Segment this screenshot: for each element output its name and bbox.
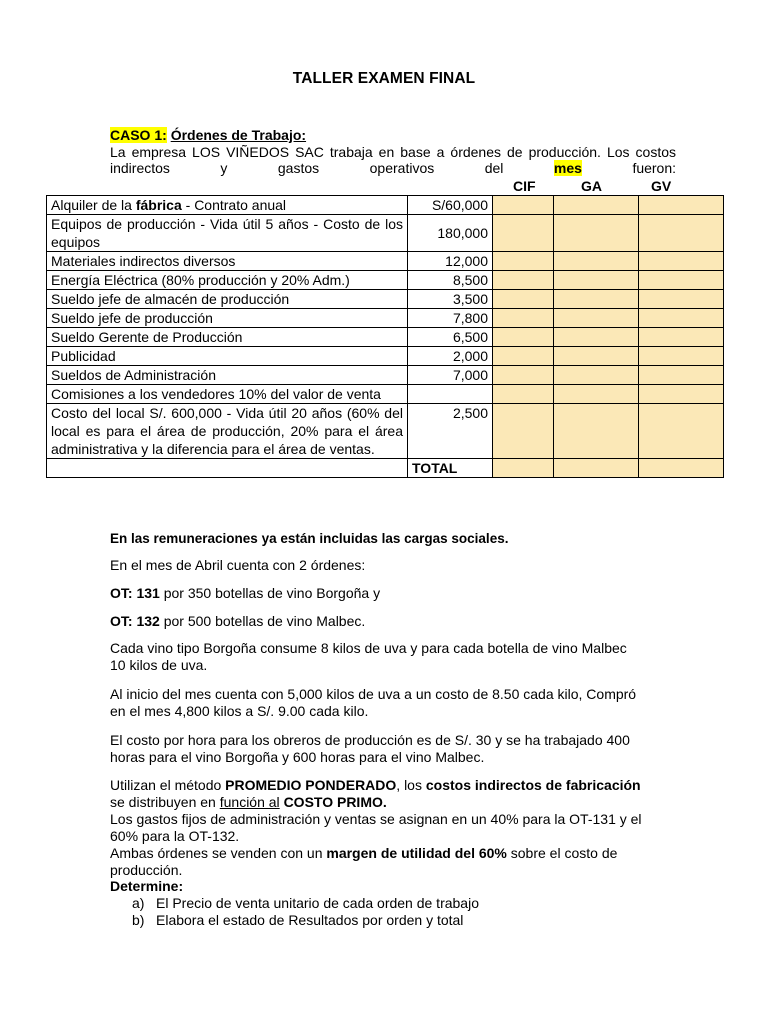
ga-cell[interactable] — [554, 215, 639, 252]
table-row — [47, 366, 724, 385]
table-row — [47, 215, 724, 252]
cif-cell[interactable] — [493, 328, 554, 347]
ga-cell[interactable] — [554, 252, 639, 271]
cif-total-cell[interactable] — [493, 459, 554, 478]
row-amount: 180,000 — [408, 215, 493, 252]
case-label: CASO 1: — [110, 127, 167, 143]
cif-cell[interactable] — [493, 404, 554, 459]
ga-cell[interactable] — [554, 328, 639, 347]
cif-cell[interactable] — [493, 290, 554, 309]
case-heading — [110, 127, 306, 143]
case-title: Órdenes de Trabajo: — [170, 127, 307, 143]
order-ot131: OT: 131 por 350 botellas de vino Borgoña y — [110, 585, 381, 601]
table-row — [47, 309, 724, 328]
gv-cell[interactable] — [639, 347, 724, 366]
row-amount: 7,800 — [408, 309, 493, 328]
gv-cell[interactable] — [639, 252, 724, 271]
row-amount: 2,000 — [408, 347, 493, 366]
gv-cell[interactable] — [639, 309, 724, 328]
labor-cost: El costo por hora para los obreros de producción es de S/. 30 y se ha trabajado 400 horas para el vino Borgoña y 600 horas para el vino Malbec. — [110, 732, 630, 765]
row-description: Alquiler de la fábrica - Contrato anual — [47, 196, 408, 215]
list-item: b) Elabora el estado de Resultados por orden y total — [132, 912, 464, 928]
ga-cell[interactable] — [554, 271, 639, 290]
ga-cell[interactable] — [554, 196, 639, 215]
row-description: Publicidad — [47, 347, 408, 366]
table-row — [47, 271, 724, 290]
ga-cell[interactable] — [554, 366, 639, 385]
order-ot132: OT: 132 por 500 botellas de vino Malbec. — [110, 613, 366, 629]
ga-cell[interactable] — [554, 404, 639, 459]
profit-margin: Ambas órdenes se venden con un margen de utilidad del 60% sobre el costo de producción. — [110, 845, 618, 878]
row-amount: 7,000 — [408, 366, 493, 385]
intro-text: La empresa LOS VIÑEDOS SAC trabaja en base a órdenes de producción. Los costos indirectos y gastos operativos del — [110, 144, 676, 176]
ga-cell[interactable] — [554, 347, 639, 366]
gv-cell[interactable] — [639, 328, 724, 347]
cif-cell[interactable] — [493, 271, 554, 290]
ga-total-cell[interactable] — [554, 459, 639, 478]
total-label: TOTAL — [408, 459, 493, 478]
row-description: Sueldo Gerente de Producción — [47, 328, 408, 347]
gv-cell[interactable] — [639, 290, 724, 309]
april-orders: En el mes de Abril cuenta con 2 órdenes: — [110, 557, 366, 573]
row-description: Sueldos de Administración — [47, 366, 408, 385]
case-intro — [110, 144, 676, 176]
document-title: TALLER EXAMEN FINAL — [292, 70, 476, 87]
row-amount: 6,500 — [408, 328, 493, 347]
row-description: Sueldo jefe de almacén de producción — [47, 290, 408, 309]
cif-cell[interactable] — [493, 252, 554, 271]
cost-table — [46, 195, 724, 478]
gv-cell[interactable] — [639, 196, 724, 215]
remuneration-note: En las remuneraciones ya están incluidas las cargas sociales. — [110, 531, 509, 546]
row-description: Materiales indirectos diversos — [47, 252, 408, 271]
list-item: a) El Precio de venta unitario de cada orden de trabajo — [132, 895, 479, 911]
column-header-gv: GV — [651, 178, 672, 194]
table-row — [47, 290, 724, 309]
grape-inventory: Al inicio del mes cuenta con 5,000 kilos de uva a un costo de 8.50 cada kilo, Compró en el mes 4,800 kilos a S/. 9.00 cada kilo. — [110, 686, 637, 719]
gv-cell[interactable] — [639, 404, 724, 459]
gv-cell[interactable] — [639, 215, 724, 252]
row-amount: S/60,000 — [408, 196, 493, 215]
table-row — [47, 385, 724, 404]
table-row — [47, 404, 724, 459]
row-description: Energía Eléctrica (80% producción y 20% Adm.) — [47, 271, 408, 290]
ga-cell[interactable] — [554, 385, 639, 404]
cif-cell[interactable] — [493, 309, 554, 328]
grape-consumption: Cada vino tipo Borgoña consume 8 kilos de uva y para cada botella de vino Malbec 10 kilos de uva. — [110, 640, 627, 673]
total-row-blank — [47, 459, 408, 478]
cif-cell[interactable] — [493, 385, 554, 404]
determine-label: Determine: — [110, 878, 184, 894]
column-header-cif: CIF — [513, 178, 536, 194]
table-row — [47, 347, 724, 366]
ga-cell[interactable] — [554, 309, 639, 328]
gv-total-cell[interactable] — [639, 459, 724, 478]
row-amount: 12,000 — [408, 252, 493, 271]
row-amount: 2,500 — [408, 404, 493, 459]
gv-cell[interactable] — [639, 385, 724, 404]
table-row — [47, 252, 724, 271]
row-description: Sueldo jefe de producción — [47, 309, 408, 328]
table-row — [47, 328, 724, 347]
fixed-expenses: Los gastos fijos de administración y ventas se asignan en un 40% para la OT-131 y el 60% para la OT-132. — [110, 811, 642, 844]
gv-cell[interactable] — [639, 366, 724, 385]
cif-cell[interactable] — [493, 347, 554, 366]
cif-cell[interactable] — [493, 366, 554, 385]
row-description: Comisiones a los vendedores 10% del valor de venta — [47, 385, 408, 404]
gv-cell[interactable] — [639, 271, 724, 290]
cif-cell[interactable] — [493, 196, 554, 215]
intro-mes: mes — [553, 160, 582, 176]
table-row — [47, 196, 724, 215]
column-header-ga: GA — [581, 178, 602, 194]
method-paragraph: Utilizan el método PROMEDIO PONDERADO, los costos indirectos de fabricación se distribuyen en función al COSTO PRIMO. — [110, 777, 641, 810]
row-amount: 3,500 — [408, 290, 493, 309]
cif-cell[interactable] — [493, 215, 554, 252]
table-total-row — [47, 459, 724, 478]
row-description: Equipos de producción - Vida útil 5 años - Costo de los equipos — [47, 215, 408, 252]
row-description: Costo del local S/. 600,000 - Vida útil 20 años (60% del local es para el área de producción, 20% para el área administrativa y la diferencia para el área de ventas. — [47, 404, 408, 459]
intro-text-end: fueron: — [632, 160, 677, 176]
row-amount — [408, 385, 493, 404]
ga-cell[interactable] — [554, 290, 639, 309]
row-amount: 8,500 — [408, 271, 493, 290]
